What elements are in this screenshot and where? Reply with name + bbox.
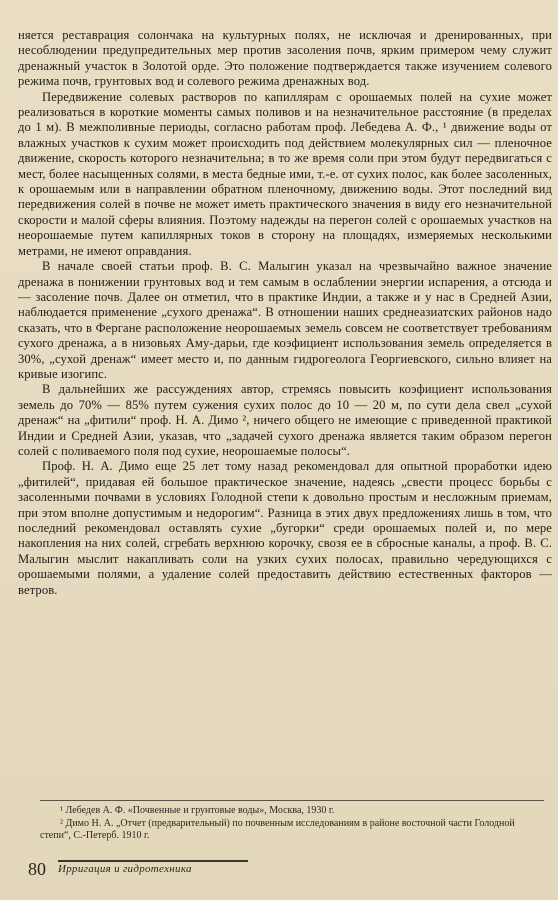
- footnote-1: ¹ Лебедев А. Ф. «Почвенные и грунтовые воды», Москва, 1930 г.: [60, 805, 335, 816]
- running-title: Ирригация и гидротехника: [58, 863, 192, 875]
- paragraph-2: Передвижение солевых растворов по капиллярам с орошаемых полей на сухие может реализоваться в короткие моменты самых поливов и на незначительное расстояние (в пределах до 1 м). В межполивные периоды, согласно работам проф. Лебедева А. Ф., ¹ движение воды от влажных участков к сухим может происходить под действием молекулярных сил — пленочное движение, скорость которого незначительна; в то же время соли при этом будут передвигаться с мест, более насыщенных солями, в места бедные ими, т.-е. от сухих полос, как более засоленных, к орошаемым или в направлении обратном пленочному, движению воды. Этот последний вид передвижения солей в почве не может иметь практического значения в виду его незначительной скорости и малой сферы влияния. Поэтому надежды на перегон солей с орошаемых участков на неорошаемые путем капиллярных токов в сторону на площадях, измеряемых несколькими метрами, не имеют оправдания.: [18, 89, 552, 258]
- paragraph-5: Проф. Н. А. Димо еще 25 лет тому назад рекомендовал для опытной проработки идею „фитилей“, придавая ей большое практическое значение, надеясь „свести процесс борьбы с засоленными почвами в условиях Голодной степи к довольно простым и несложным приемам, при этом вполне допустимым и недорогим“. Разница в этих двух предложениях лишь в том, что последний рекомендовал оставлять сухие „бугорки“ среди орошаемых полей и, по мере накопления на них солей, сгребать верхнюю корочку, свозя ее в сбросные каналы, а проф. В. С. Малыгин мыслит накапливать соли на узких сухих полосах, правильно чередующихся с орошаемыми полями, а удаление солей предоставить действию естественных факторов — ветров.: [18, 459, 552, 597]
- page-number: 80: [28, 859, 46, 879]
- paragraph-4: В дальнейших же рассуждениях автор, стремясь повысить коэфициент использования земель до 70% — 85% путем сужения сухих полос до 10 — 20 м, по сути дела свел „сухой дренаж“ на „фитили“ проф. Н. А. Димо ², ничего общего не имеющие с приведенной практикой Индии и Средней Азии, указав, что „задачей сухого дренажа является таким образом перегон солей с поливаемого поля под сухие, неорошаемые полосы“.: [18, 382, 552, 458]
- paragraph-3: В начале своей статьи проф. В. С. Малыгин указал на чрезвычайно важное значение дренажа в понижении грунтовых вод и тем самым в ослаблении энергии испарения, а отсюда и — засоление почв. Далее он отметил, что в практике Индии, а также и у нас в Средней Азии, наблюдается применение „сухого дренажа“. В отношении наших среднеазиатских районов надо сказать, что в Фергане расположение неорошаемых земель совсем не соответствует требованиям сухого дренажа, а в низовьях Аму-дарьи, где коэфициент использования земель определяется в 30%, „сухой дренаж“ имеет место и, по данным гидрогеолога Георгиевского, сильно влияет на кривые изогипс.: [18, 259, 552, 381]
- footnote-2: ² Димо Н. А. „Отчет (предварительный) по почвенным исследованиям в районе восточной части Голодной степи“, С.-Петерб. 1910 г.: [40, 817, 515, 841]
- page-footer: [28, 858, 328, 880]
- main-text: [18, 28, 552, 598]
- footnotes: [40, 800, 544, 843]
- paragraph-1: няется реставрация солончака на культурных полях, не исключая и дренированных, при несоблюдении предупредительных мер против засоления почв, ярким примером чему служит дренажный участок в Золотой орде. Это положение подтверждается также изучением солевого режима почв, грунтовых вод и солевого режима дренажных вод.: [18, 28, 552, 89]
